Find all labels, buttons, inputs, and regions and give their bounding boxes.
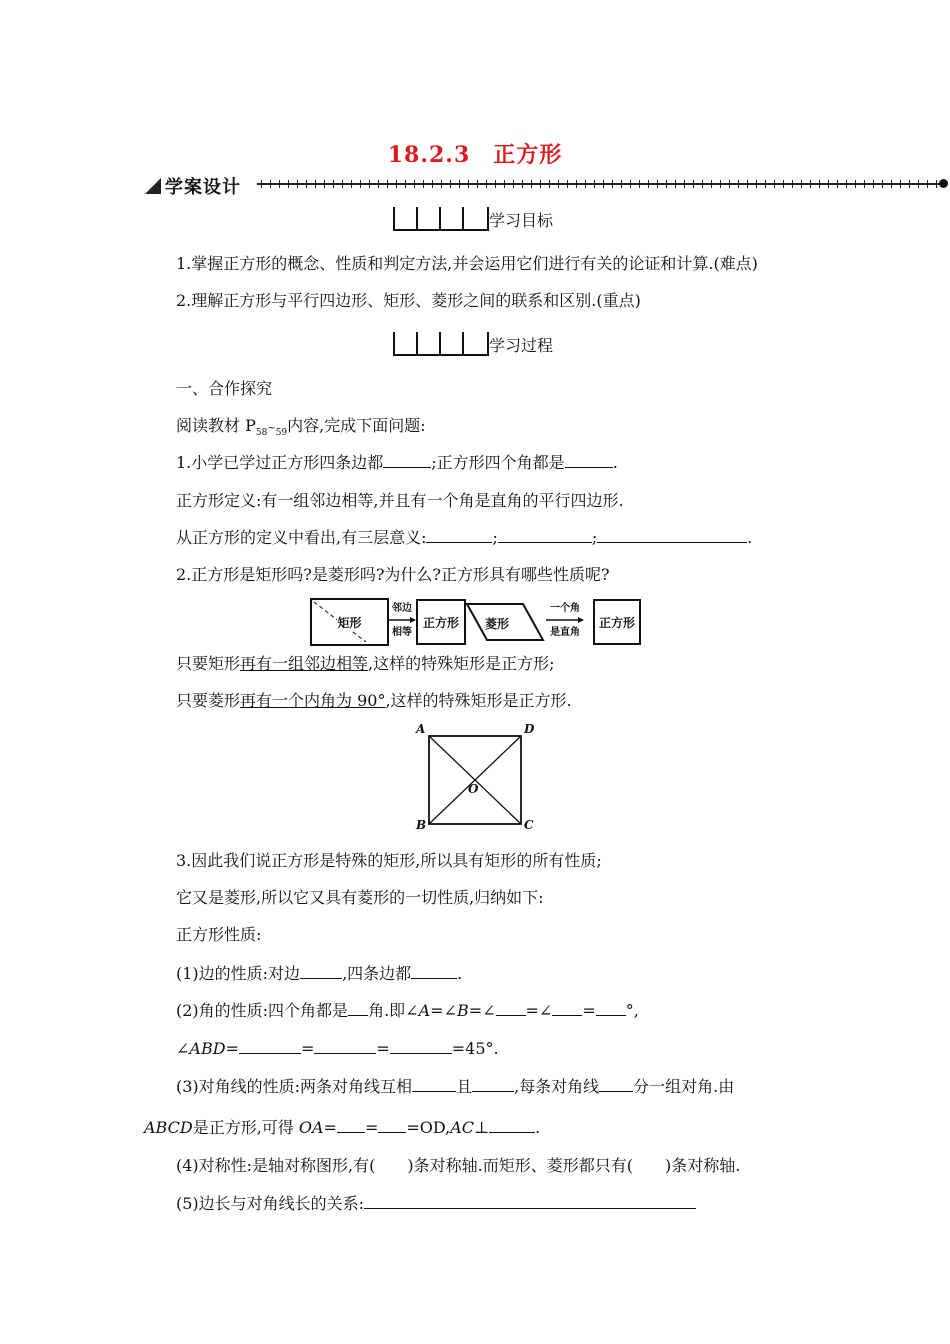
rule-tick — [738, 180, 739, 188]
rule-tick — [846, 180, 847, 188]
point-d-label: D — [524, 722, 535, 736]
goal-2: 2.理解正方形与平行四边形、矩形、菱形之间的联系和区别.(重点) — [176, 291, 641, 310]
point-c-label: C — [524, 818, 534, 832]
rule-tick — [675, 180, 676, 188]
blank[interactable] — [411, 964, 457, 979]
rule-tick — [450, 180, 451, 188]
rule-end-dot-icon — [939, 179, 948, 188]
blank[interactable] — [314, 1039, 376, 1054]
rule-tick — [333, 180, 334, 188]
rule-tick — [783, 180, 784, 188]
blank[interactable] — [565, 453, 613, 468]
rule-tick — [414, 180, 415, 188]
square-diagram — [412, 722, 542, 834]
rule-tick — [324, 180, 325, 188]
rule-tick — [684, 180, 685, 188]
property-angles: (2)角的性质:四个角都是 角.即∠A=∠B=∠ =∠ = °, — [176, 1001, 639, 1020]
rule-tick — [549, 180, 550, 188]
rule-tick — [540, 180, 541, 188]
section-label: 学习目标 — [489, 211, 554, 230]
rule-tick — [297, 180, 298, 188]
read-intro: 阅读教材 $P_{58}\sim_{59}$内容,完成下面问题: — [176, 416, 426, 439]
rule-tick — [720, 180, 721, 188]
rule-tick — [477, 180, 478, 188]
rule-tick — [405, 180, 406, 188]
rule-tick — [270, 180, 271, 188]
blank[interactable] — [364, 1194, 696, 1209]
blank[interactable] — [378, 1118, 406, 1133]
rule-tick — [702, 180, 703, 188]
rule-tick — [594, 180, 595, 188]
rule-tick — [459, 180, 460, 188]
square-box-1: 正方形 — [416, 599, 466, 645]
rule-tick — [513, 180, 514, 188]
rule-tick — [279, 180, 280, 188]
property-angles-2: ∠ABD= = = =45°. — [176, 1039, 499, 1058]
blank[interactable] — [300, 964, 342, 979]
property-diagonals-2: ABCD是正方形,可得 OA= = =OD,AC⊥ . — [144, 1118, 541, 1137]
banner-label: 学案设计 — [165, 177, 241, 198]
rule-tick — [423, 180, 424, 188]
blank[interactable] — [239, 1039, 301, 1054]
point-a-label: A — [416, 722, 426, 736]
rule-tick — [900, 180, 901, 188]
rule-tick — [378, 180, 379, 188]
rule-tick — [918, 180, 919, 188]
rule-tick — [504, 180, 505, 188]
rule-tick — [711, 180, 712, 188]
rule-tick — [468, 180, 469, 188]
rule-tick — [495, 180, 496, 188]
rule-tick — [855, 180, 856, 188]
question-1: 1.小学已学过正方形四条边都 ;正方形四个角都是 . — [176, 453, 618, 472]
arrow-right-icon — [546, 617, 584, 623]
rule-tick — [612, 180, 613, 188]
square-definition: 正方形定义:有一组邻边相等,并且有一个角是直角的平行四边形. — [176, 491, 624, 510]
rule-tick — [603, 180, 604, 188]
rule-tick — [927, 180, 928, 188]
rule-tick — [693, 180, 694, 188]
part1-heading: 一、合作探究 — [176, 379, 273, 398]
property-symmetry: (4)对称性:是轴对称图形,有( )条对称轴.而矩形、菱形都只有( )条对称轴. — [176, 1156, 741, 1175]
rule-tick — [801, 180, 802, 188]
rule-tick — [396, 180, 397, 188]
three-meanings: 从正方形的定义中看出,有三层意义: ; ; . — [176, 528, 753, 547]
properties-heading: 正方形性质: — [176, 925, 262, 944]
rule-tick — [864, 180, 865, 188]
blank[interactable] — [489, 1118, 535, 1133]
property-side-diagonal: (5)边长与对角线长的关系: — [176, 1193, 696, 1215]
rule-tick — [369, 180, 370, 188]
blank[interactable] — [383, 453, 431, 468]
rule-tick — [882, 180, 883, 188]
rule-tick — [522, 180, 523, 188]
page-title: 18.2.3 正方形 — [387, 142, 563, 168]
rule-tick — [585, 180, 586, 188]
blank[interactable] — [596, 1001, 626, 1016]
blank[interactable] — [390, 1039, 452, 1054]
rule-tick — [558, 180, 559, 188]
rule-tick — [306, 180, 307, 188]
blank[interactable] — [597, 528, 747, 543]
rule-tick — [765, 180, 766, 188]
rule-tick — [774, 180, 775, 188]
rule-tick — [486, 180, 487, 188]
rule-tick — [837, 180, 838, 188]
square-box-2: 正方形 — [593, 599, 641, 645]
rule-tick — [648, 180, 649, 188]
rule-tick — [351, 180, 352, 188]
rule-tick — [657, 180, 658, 188]
rule-tick — [315, 180, 316, 188]
arrow-label-1: 邻边 相等 — [388, 603, 416, 639]
rectangle-box: 矩形 — [310, 598, 389, 646]
rule-tick — [936, 180, 937, 188]
blank[interactable] — [599, 1077, 633, 1092]
rule-tick — [756, 180, 757, 188]
blank[interactable] — [552, 1001, 582, 1016]
rule-tick — [810, 180, 811, 188]
point-b-label: B — [416, 818, 427, 832]
blank[interactable] — [337, 1118, 365, 1133]
shape-relation-diagram — [310, 598, 640, 648]
rule-tick — [432, 180, 433, 188]
square-abcd-figure — [412, 722, 542, 834]
question-2: 2.正方形是矩形吗?是菱形吗?为什么?正方形具有哪些性质呢? — [176, 565, 610, 584]
rule-tick — [639, 180, 640, 188]
rule-tick — [909, 180, 910, 188]
rule-tick — [441, 180, 442, 188]
point-o-label: O — [468, 782, 479, 796]
blank[interactable] — [472, 1077, 514, 1092]
rule-tick — [360, 180, 361, 188]
rule-tick — [891, 180, 892, 188]
property-diagonals: (3)对角线的性质:两条对角线互相 且 ,每条对角线 分一组对角.由 — [176, 1077, 735, 1096]
blank[interactable] — [412, 1077, 456, 1092]
section-banner — [145, 172, 950, 198]
blank[interactable] — [348, 1001, 368, 1016]
arrow-label-2: 一个角 是直角 — [546, 603, 584, 639]
rule-tick — [342, 180, 343, 188]
rule-tick — [792, 180, 793, 188]
rule-tick — [828, 180, 829, 188]
rule-tick — [747, 180, 748, 188]
banner-triangle-icon — [145, 178, 161, 194]
rule-tick — [261, 180, 262, 188]
header-boxes-icon — [393, 328, 489, 356]
blank[interactable] — [498, 528, 592, 543]
rule-tick — [873, 180, 874, 188]
rule-tick — [819, 180, 820, 188]
question-3: 3.因此我们说正方形是特殊的矩形,所以具有矩形的所有性质; — [176, 851, 602, 870]
rule-tick — [567, 180, 568, 188]
rule-tick — [576, 180, 577, 188]
property-sides: (1)边的性质:对边 ,四条边都 . — [176, 964, 463, 983]
blank[interactable] — [496, 1001, 526, 1016]
rule-tick — [666, 180, 667, 188]
rule-tick — [630, 180, 631, 188]
section-label: 学习过程 — [489, 336, 554, 355]
rule-tick — [531, 180, 532, 188]
arrow-right-icon — [388, 617, 416, 623]
rule-tick — [621, 180, 622, 188]
header-boxes-icon — [393, 203, 489, 231]
rule-tick — [729, 180, 730, 188]
rectangle-to-square: 只要矩形再有一组邻边相等,这样的特殊矩形是正方形; — [176, 654, 555, 673]
blank[interactable] — [426, 528, 492, 543]
rule-tick — [387, 180, 388, 188]
question-3b: 它又是菱形,所以它又具有菱形的一切性质,归纳如下: — [176, 888, 544, 907]
goal-1: 1.掌握正方形的概念、性质和判定方法,并会运用它们进行有关的论证和计算.(难点) — [176, 254, 758, 273]
rule-tick — [288, 180, 289, 188]
rhombus-to-square: 只要菱形再有一个内角为 90°,这样的特殊矩形是正方形. — [176, 691, 572, 710]
rhombus-label: 菱形 — [485, 617, 510, 631]
